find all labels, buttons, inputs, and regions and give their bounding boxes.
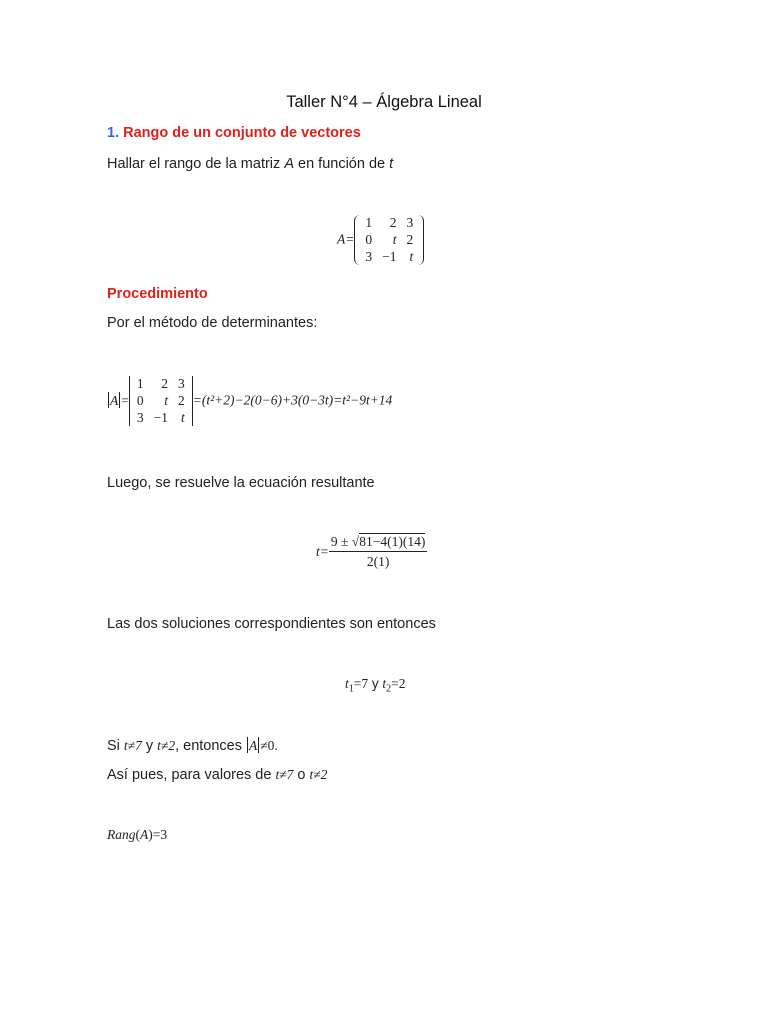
method-text: Por el método de determinantes: bbox=[107, 315, 318, 331]
conclusion-or: o bbox=[293, 767, 310, 783]
radicand: 81−4(1)(14) bbox=[359, 534, 426, 549]
solutions-conj: y bbox=[368, 676, 383, 691]
condition-result: ≠0. bbox=[260, 738, 278, 753]
t2-value: =2 bbox=[391, 676, 406, 691]
t2-var: t bbox=[382, 676, 387, 691]
condition-2: t≠2 bbox=[157, 738, 176, 753]
abs-bar bbox=[119, 392, 120, 408]
matrix-row bbox=[132, 409, 190, 426]
right-paren bbox=[418, 215, 424, 265]
det-expansion: =(t²+2)−2(0−6)+3(0−3t)=t²−9t+14 bbox=[192, 392, 393, 408]
conclusion-2: t≠2 bbox=[309, 767, 328, 782]
fraction-numerator bbox=[329, 534, 427, 552]
condition-middle: , entonces bbox=[175, 738, 247, 754]
matrix-cell: 2 bbox=[406, 232, 414, 247]
t1-sub: 1 bbox=[348, 683, 354, 695]
section-title: Rango de un conjunto de vectores bbox=[123, 125, 361, 141]
numerator-prefix: 9 ± bbox=[330, 534, 352, 549]
matrix-row bbox=[132, 375, 190, 392]
matrix-cell: 2 bbox=[161, 376, 168, 391]
rank-close: ) bbox=[148, 827, 153, 842]
problem-var-a: A bbox=[284, 156, 294, 172]
rank-func: Rang bbox=[107, 827, 136, 842]
determinant-matrix bbox=[132, 375, 190, 426]
matrix-cell: t bbox=[180, 410, 185, 425]
procedure-heading: Procedimiento bbox=[107, 286, 208, 302]
matrix-cell: 3 bbox=[178, 376, 185, 391]
matrix-row bbox=[132, 392, 190, 409]
condition-line bbox=[107, 737, 278, 754]
t2-sub: 2 bbox=[386, 683, 392, 695]
solutions-line bbox=[345, 676, 406, 695]
rank-result bbox=[107, 827, 167, 843]
fraction bbox=[329, 534, 427, 570]
matrix-cell: 3 bbox=[406, 215, 414, 230]
problem-var-t: t bbox=[389, 156, 394, 172]
matrix-cell: 0 bbox=[365, 232, 373, 247]
det-var: A bbox=[110, 393, 119, 408]
section-number: 1. bbox=[107, 125, 120, 141]
problem-text-2: en función de bbox=[293, 156, 390, 172]
quadratic-formula bbox=[316, 534, 427, 570]
quadratic-lhs: t= bbox=[316, 544, 329, 559]
matrix-row bbox=[360, 214, 418, 231]
fraction-denominator: 2(1) bbox=[366, 554, 390, 569]
matrix-cell: 3 bbox=[136, 410, 144, 425]
condition-and: y bbox=[141, 738, 158, 754]
matrix-cell: t bbox=[392, 232, 397, 247]
matrix-cell: t bbox=[409, 249, 414, 264]
page-title: Taller N°4 – Álgebra Lineal bbox=[286, 93, 482, 111]
conclusion-prefix: Así pues, para valores de bbox=[107, 767, 276, 783]
matrix-cell: 3 bbox=[365, 249, 373, 264]
solve-text: Luego, se resuelve la ecuación resultante bbox=[107, 475, 375, 491]
matrix-cell: 0 bbox=[136, 393, 144, 408]
matrix-cell: −1 bbox=[382, 249, 397, 264]
matrix-equation bbox=[337, 214, 424, 265]
t1-value: =7 bbox=[353, 676, 369, 691]
problem-statement bbox=[107, 156, 393, 172]
matrix-a bbox=[360, 214, 418, 265]
matrix-cell: 2 bbox=[389, 215, 397, 230]
matrix-cell: t bbox=[164, 393, 168, 408]
matrix-cell: −1 bbox=[153, 410, 168, 425]
rank-var: A bbox=[140, 827, 149, 842]
matrix-cell: 2 bbox=[178, 393, 185, 408]
solutions-text: Las dos soluciones correspondientes son entonces bbox=[107, 616, 436, 632]
problem-text-1: Hallar el rango de la matriz bbox=[107, 156, 285, 172]
condition-var: A bbox=[249, 738, 258, 753]
sqrt-icon: √ bbox=[351, 534, 360, 549]
rank-value: =3 bbox=[152, 827, 168, 842]
determinant-equation bbox=[107, 375, 392, 426]
condition-det bbox=[246, 738, 278, 753]
matrix-row bbox=[360, 231, 418, 248]
matrix-cell: 1 bbox=[365, 215, 373, 230]
abs-bar bbox=[247, 737, 248, 753]
rank-open: ( bbox=[135, 827, 140, 842]
matrix-cell: 1 bbox=[136, 376, 144, 391]
det-lhs: A = bbox=[110, 393, 129, 408]
conclusion-1: t≠7 bbox=[275, 767, 294, 782]
condition-1: t≠7 bbox=[123, 738, 142, 753]
condition-prefix: Si bbox=[107, 738, 124, 754]
matrix-label: A= bbox=[337, 231, 355, 247]
t1-var: t bbox=[345, 676, 349, 691]
matrix-row bbox=[360, 248, 418, 265]
section-heading bbox=[107, 125, 361, 141]
conclusion-line bbox=[107, 767, 327, 783]
abs-bar bbox=[108, 392, 109, 408]
